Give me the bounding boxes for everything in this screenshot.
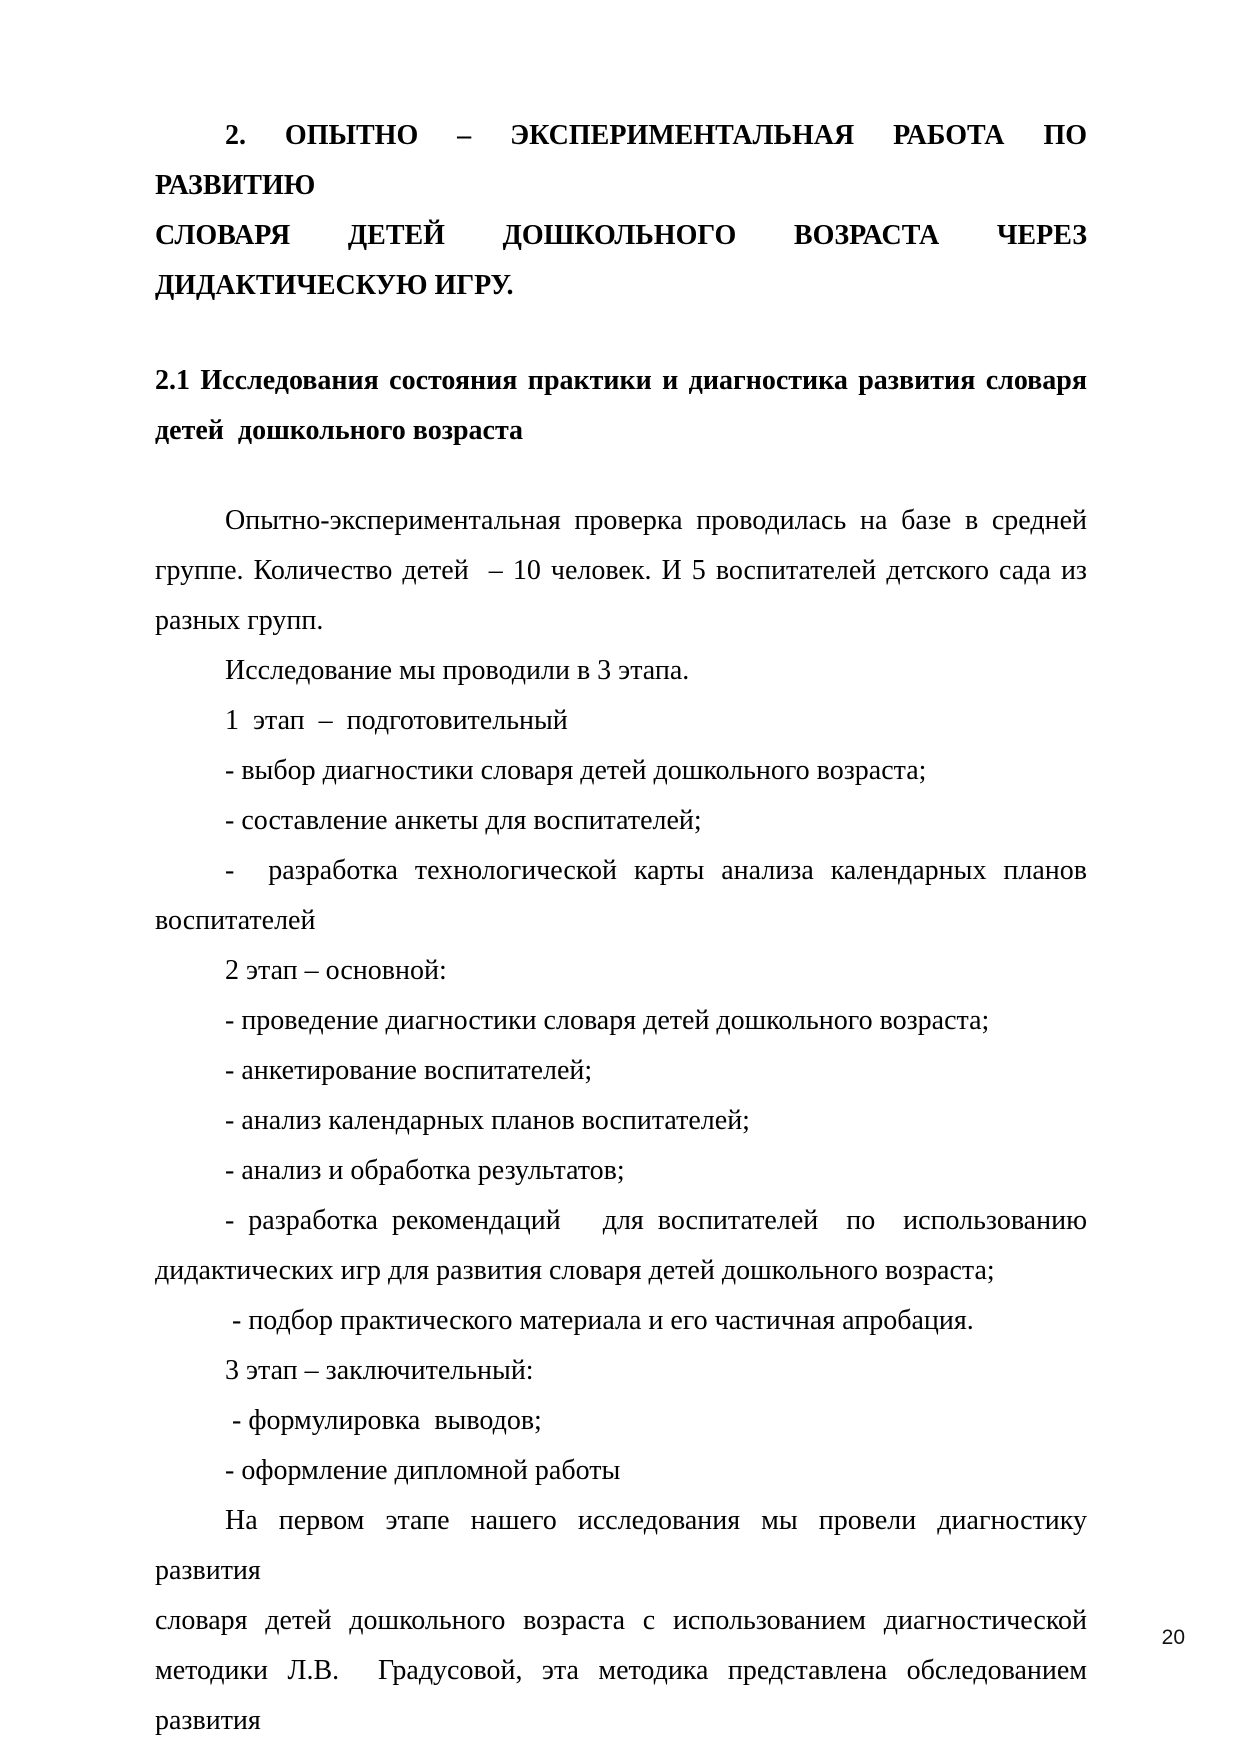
body-text-line: - разработка рекомендаций для воспитателей по использованию — [225, 1205, 1087, 1236]
body-text-line: - анализ календарных планов воспитателей; — [225, 1105, 750, 1136]
body-text-line: - оформление дипломной работы — [225, 1455, 621, 1486]
body-text-line: - формулировка выводов; — [225, 1405, 542, 1436]
body-text-line: - анкетирование воспитателей; — [225, 1055, 593, 1086]
text-column — [155, 111, 1094, 1746]
body-text-line: 2 этап – основной: — [225, 955, 447, 986]
body-text-line: - анализ и обработка результатов; — [225, 1155, 625, 1186]
body-text-line: воспитателей — [155, 905, 316, 936]
section-heading-line: 2.1 Исследования состояния практики и диагностика развития словаря — [155, 365, 1087, 396]
page-number: 20 — [1161, 1626, 1185, 1649]
body-text-line: методики Л.В. Градусовой, эта методика представлена обследованием развития — [155, 1655, 1094, 1736]
body-text-line: На первом этапе нашего исследования мы провели диагностику развития — [155, 1505, 1094, 1586]
body-text-line: 1 этап – подготовительный — [225, 705, 568, 736]
body-text-line: - составление анкеты для воспитателей; — [225, 805, 702, 836]
body-text-line: словаря детей дошкольного возраста с использованием диагностической — [155, 1605, 1087, 1636]
body-text-line: - выбор диагностики словаря детей дошкольного возраста; — [225, 755, 927, 786]
body-text-line: - разработка технологической карты анализа календарных планов — [225, 855, 1087, 886]
section-heading — [155, 356, 1087, 456]
body-text-line: Опытно-экспериментальная проверка проводилась на базе в средней — [225, 505, 1087, 536]
chapter-title — [155, 111, 1094, 311]
body-text-line: разных групп. — [155, 605, 324, 636]
body-text-line: дидактических игр для развития словаря детей дошкольного возраста; — [155, 1255, 995, 1286]
chapter-title-line: ДИДАКТИЧЕСКУЮ ИГРУ. — [155, 270, 514, 301]
section-heading-line: детей дошкольного возраста — [155, 415, 524, 446]
body-text-line: - проведение диагностики словаря детей дошкольного возраста; — [225, 1005, 990, 1036]
body-text-line: - подбор практического материала и его частичная апробация. — [225, 1305, 974, 1336]
body-text — [155, 496, 1094, 1746]
chapter-title-line: 2. ОПЫТНО – ЭКСПЕРИМЕНТАЛЬНАЯ РАБОТА ПО РАЗВИТИЮ — [155, 120, 1094, 201]
chapter-title-line: СЛОВАРЯ ДЕТЕЙ ДОШКОЛЬНОГО ВОЗРАСТА ЧЕРЕЗ — [155, 220, 1087, 251]
body-text-line: 3 этап – заключительный: — [225, 1355, 534, 1386]
body-text-line: Исследование мы проводили в 3 этапа. — [225, 655, 690, 686]
body-text-line: группе. Количество детей – 10 человек. И 5 воспитателей детского сада из — [155, 555, 1087, 586]
